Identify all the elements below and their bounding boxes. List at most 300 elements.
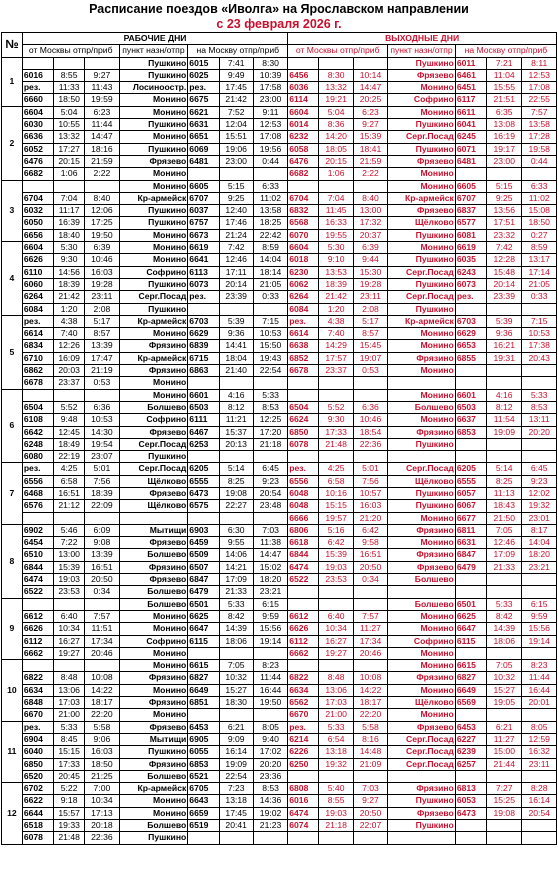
arrive: 20:18 <box>85 820 119 832</box>
depart: 19:03 <box>54 574 85 586</box>
wk-return-train-no: 6637 <box>455 414 486 426</box>
depart: 15:39 <box>54 561 85 573</box>
depart: 7:22 <box>54 537 85 549</box>
wk-arrive: 0:53 <box>353 365 387 377</box>
wk-return-arrive: 8:17 <box>522 524 557 536</box>
return-arrive: 19:56 <box>253 143 287 155</box>
depart: 18:50 <box>54 94 85 106</box>
train-no: рез. <box>22 315 53 327</box>
return-train-no <box>188 709 219 721</box>
return-train-no: 6651 <box>188 131 219 143</box>
wk-depart: 8:36 <box>319 119 353 131</box>
train-no: 6504 <box>22 401 53 413</box>
return-arrive: 0:33 <box>253 291 287 303</box>
wk-train-no <box>288 389 319 401</box>
train-no: 6080 <box>22 451 53 463</box>
depart: 21:48 <box>54 832 85 844</box>
wk-return-depart <box>487 365 522 377</box>
wk-arrive: 5:58 <box>353 721 387 733</box>
arrive: 21:59 <box>85 155 119 167</box>
return-depart: 15:51 <box>219 131 253 143</box>
return-train-no: 6253 <box>188 438 219 450</box>
group-number: 4 <box>2 242 23 316</box>
wk-return-depart: 4:16 <box>487 389 522 401</box>
depart: 16:51 <box>54 487 85 499</box>
wk-arrive: 6:36 <box>353 401 387 413</box>
train-no: 6848 <box>22 697 53 709</box>
arrive: 19:59 <box>85 94 119 106</box>
train-no: 6030 <box>22 119 53 131</box>
return-depart: 8:12 <box>219 401 253 413</box>
wk-return-train-no: 6555 <box>455 475 486 487</box>
destination: Монино <box>119 229 188 241</box>
group-number: 12 <box>2 783 23 844</box>
train-no: 6520 <box>22 770 53 782</box>
group-number: 8 <box>2 524 23 598</box>
wk-train-no: 6522 <box>288 574 319 586</box>
destination: Пушкино <box>119 143 188 155</box>
wk-train-no: 6604 <box>288 106 319 118</box>
group-number: 7 <box>2 463 23 524</box>
depart: 9:18 <box>54 795 85 807</box>
wk-return-arrive <box>522 168 557 180</box>
return-train-no: 6625 <box>188 610 219 622</box>
arrive: 12:06 <box>85 205 119 217</box>
train-no: 6660 <box>22 94 53 106</box>
wk-return-arrive: 9:23 <box>522 475 557 487</box>
wk-return-arrive: 0:33 <box>522 291 557 303</box>
wk-depart: 16:27 <box>319 635 353 647</box>
wk-train-no: 6016 <box>288 795 319 807</box>
wk-destination: Монино <box>388 414 456 426</box>
return-depart: 17:09 <box>219 574 253 586</box>
wk-return-train-no: 6503 <box>455 401 486 413</box>
wk-arrive: 18:17 <box>353 697 387 709</box>
return-depart: 23:39 <box>219 291 253 303</box>
wk-return-train-no: 6647 <box>455 623 486 635</box>
destination: Монино <box>119 131 188 143</box>
arrive: 20:46 <box>85 647 119 659</box>
train-no <box>22 598 53 610</box>
wk-return-depart: 7:05 <box>487 524 522 536</box>
return-arrive: 23:36 <box>253 770 287 782</box>
arrive: 6:39 <box>85 242 119 254</box>
arrive: 5:17 <box>85 315 119 327</box>
wk-depart: 14:20 <box>319 131 353 143</box>
wk-return-train-no: 6461 <box>455 69 486 81</box>
return-depart: 12:46 <box>219 254 253 266</box>
return-arrive: 8:23 <box>253 660 287 672</box>
wk-return-depart <box>487 709 522 721</box>
wk-train-no: 6822 <box>288 672 319 684</box>
header-destination-weekend: пункт назн/отпр <box>388 45 456 57</box>
arrive: 18:39 <box>85 487 119 499</box>
table-row <box>2 377 557 389</box>
wk-depart: 6:40 <box>319 610 353 622</box>
return-depart: 8:25 <box>219 475 253 487</box>
wk-return-depart: 13:08 <box>487 119 522 131</box>
wk-destination: Фрязево <box>388 69 456 81</box>
depart: 5:22 <box>54 783 85 795</box>
return-depart: 14:06 <box>219 549 253 561</box>
arrive: 22:20 <box>85 709 119 721</box>
train-no: 6040 <box>22 746 53 758</box>
wk-return-train-no: 6569 <box>455 697 486 709</box>
wk-destination: Серг.Посад <box>388 733 456 745</box>
wk-return-depart: 20:14 <box>487 278 522 290</box>
wk-return-arrive: 16:44 <box>522 684 557 696</box>
return-depart: 15:37 <box>219 426 253 438</box>
wk-return-train-no: 6011 <box>455 57 486 69</box>
wk-return-train-no: 6053 <box>455 795 486 807</box>
wk-return-depart: 16:19 <box>487 131 522 143</box>
train-no: 6636 <box>22 131 53 143</box>
train-no: 6702 <box>22 783 53 795</box>
train-no: рез. <box>22 82 53 94</box>
wk-return-train-no <box>455 586 486 598</box>
wk-return-arrive: 20:20 <box>522 426 557 438</box>
wk-train-no: 6852 <box>288 352 319 364</box>
train-no: 6052 <box>22 143 53 155</box>
wk-return-depart: 16:21 <box>487 340 522 352</box>
wk-depart: 19:32 <box>319 758 353 770</box>
wk-destination: Серг.Посад <box>388 463 456 475</box>
wk-destination: Монино <box>388 180 456 192</box>
wk-return-arrive: 8:53 <box>522 401 557 413</box>
return-train-no: 6025 <box>188 69 219 81</box>
wk-train-no: 6844 <box>288 549 319 561</box>
wk-return-depart: 9:25 <box>487 192 522 204</box>
train-no: 6108 <box>22 414 53 426</box>
wk-return-depart <box>487 438 522 450</box>
wk-return-train-no: 6847 <box>455 549 486 561</box>
train-no: 6678 <box>22 377 53 389</box>
depart: 19:27 <box>54 647 85 659</box>
wk-return-depart: 7:42 <box>487 242 522 254</box>
return-depart: 21:40 <box>219 365 253 377</box>
return-depart: 10:32 <box>219 672 253 684</box>
return-depart: 19:08 <box>219 487 253 499</box>
destination: Кр-армейск <box>119 783 188 795</box>
wk-return-depart: 5:15 <box>487 180 522 192</box>
wk-return-depart: 6:35 <box>487 106 522 118</box>
return-train-no: 6903 <box>188 524 219 536</box>
group-number: 10 <box>2 660 23 721</box>
destination: Пушкино <box>119 278 188 290</box>
table-row <box>2 512 557 524</box>
return-arrive: 11:44 <box>253 672 287 684</box>
return-train-no: 6647 <box>188 623 219 635</box>
wk-return-train-no <box>455 168 486 180</box>
depart: 18:40 <box>54 229 85 241</box>
wk-return-depart: 23:32 <box>487 229 522 241</box>
wk-train-no: 6112 <box>288 635 319 647</box>
return-arrive: 16:44 <box>253 684 287 696</box>
destination: Монино <box>119 180 188 192</box>
train-no <box>22 512 53 524</box>
destination: Фрязино <box>119 672 188 684</box>
return-depart <box>219 647 253 659</box>
wk-arrive: 22:20 <box>353 709 387 721</box>
wk-destination: Фрязино <box>388 672 456 684</box>
return-depart: 9:25 <box>219 192 253 204</box>
wk-arrive: 18:54 <box>353 426 387 438</box>
wk-train-no <box>288 586 319 598</box>
destination: Пушкино <box>119 746 188 758</box>
depart: 4:38 <box>54 315 85 327</box>
wk-depart: 19:21 <box>319 94 353 106</box>
return-arrive: 18:25 <box>253 217 287 229</box>
table-row <box>2 672 557 684</box>
wk-return-train-no: 6205 <box>455 463 486 475</box>
depart: 5:04 <box>54 106 85 118</box>
depart: 16:39 <box>54 217 85 229</box>
return-arrive <box>253 451 287 463</box>
arrive: 16:51 <box>85 561 119 573</box>
title-line-1: Расписание поездов «Иволга» на Ярославском направлении <box>89 2 469 16</box>
return-arrive: 12:25 <box>253 414 287 426</box>
wk-arrive: 13:00 <box>353 205 387 217</box>
depart: 15:15 <box>54 746 85 758</box>
destination: Серг.Посад <box>119 291 188 303</box>
depart: 5:30 <box>54 242 85 254</box>
wk-return-train-no: 6703 <box>455 315 486 327</box>
wk-return-train-no: 6481 <box>455 155 486 167</box>
wk-return-depart <box>487 574 522 586</box>
destination: Монино <box>119 94 188 106</box>
arrive: 20:50 <box>85 574 119 586</box>
destination: Фрязино <box>119 561 188 573</box>
wk-train-no <box>288 451 319 463</box>
return-train-no: 6601 <box>188 389 219 401</box>
wk-train-no <box>288 180 319 192</box>
return-train-no: рез. <box>188 82 219 94</box>
return-depart: 21:24 <box>219 229 253 241</box>
return-train-no: 6631 <box>188 119 219 131</box>
table-row <box>2 709 557 721</box>
wk-destination: Фрязино <box>388 549 456 561</box>
table-row <box>2 192 557 204</box>
wk-return-arrive: 17:38 <box>522 340 557 352</box>
wk-arrive: 15:39 <box>353 131 387 143</box>
wk-return-train-no <box>455 647 486 659</box>
return-arrive: 8:53 <box>253 783 287 795</box>
return-depart: 18:04 <box>219 352 253 364</box>
destination: Пушкино <box>119 217 188 229</box>
wk-return-arrive: 15:08 <box>522 205 557 217</box>
wk-return-depart: 21:50 <box>487 512 522 524</box>
wk-return-depart <box>487 820 522 832</box>
table-row <box>2 303 557 315</box>
table-row <box>2 242 557 254</box>
wk-return-arrive: 6:15 <box>522 598 557 610</box>
return-arrive: 14:36 <box>253 795 287 807</box>
wk-depart: 10:34 <box>319 623 353 635</box>
wk-destination: Щёлково <box>388 697 456 709</box>
wk-return-arrive: 23:11 <box>522 758 557 770</box>
wk-depart <box>319 832 353 844</box>
depart: 18:49 <box>54 438 85 450</box>
return-arrive: 9:23 <box>253 475 287 487</box>
wk-return-arrive: 12:59 <box>522 733 557 745</box>
arrive <box>85 512 119 524</box>
return-arrive: 5:33 <box>253 389 287 401</box>
wk-destination: Монино <box>388 537 456 549</box>
wk-return-train-no: 6813 <box>455 783 486 795</box>
wk-return-depart: 8:42 <box>487 610 522 622</box>
wk-depart: 19:03 <box>319 561 353 573</box>
arrive: 11:43 <box>85 82 119 94</box>
destination: Мытищи <box>119 524 188 536</box>
arrive: 14:47 <box>85 131 119 143</box>
destination: Монино <box>119 647 188 659</box>
depart: 19:33 <box>54 820 85 832</box>
depart: 5:52 <box>54 401 85 413</box>
wk-depart: 6:54 <box>319 733 353 745</box>
wk-return-train-no: 6257 <box>455 758 486 770</box>
return-arrive: 23:00 <box>253 94 287 106</box>
table-row <box>2 660 557 672</box>
wk-train-no: 6018 <box>288 254 319 266</box>
return-train-no: 6905 <box>188 733 219 745</box>
train-no: 6704 <box>22 192 53 204</box>
wk-train-no: 6634 <box>288 684 319 696</box>
return-train-no: 6839 <box>188 340 219 352</box>
train-no: 6850 <box>22 758 53 770</box>
depart: 4:25 <box>54 463 85 475</box>
arrive: 8:57 <box>85 328 119 340</box>
arrive: 22:36 <box>85 832 119 844</box>
wk-return-arrive <box>522 647 557 659</box>
arrive: 21:25 <box>85 770 119 782</box>
wk-return-train-no <box>455 820 486 832</box>
table-row <box>2 586 557 598</box>
destination: Фрязево <box>119 537 188 549</box>
wk-return-arrive: 23:21 <box>522 561 557 573</box>
group-number: 1 <box>2 57 23 106</box>
wk-train-no: 6666 <box>288 512 319 524</box>
wk-return-depart: 19:09 <box>487 426 522 438</box>
destination: Фрязино <box>119 340 188 352</box>
header-from-moscow: от Москвы отпр/приб <box>22 45 119 57</box>
return-depart: 19:06 <box>219 143 253 155</box>
depart: 6:58 <box>54 475 85 487</box>
wk-destination: Болшево <box>388 574 456 586</box>
table-row <box>2 229 557 241</box>
depart: 18:39 <box>54 278 85 290</box>
return-arrive: 22:54 <box>253 365 287 377</box>
return-depart: 20:13 <box>219 438 253 450</box>
return-depart: 9:09 <box>219 733 253 745</box>
wk-arrive: 9:58 <box>353 537 387 549</box>
train-no: 6834 <box>22 340 53 352</box>
wk-destination: Фрязино <box>388 783 456 795</box>
train-no: 6644 <box>22 807 53 819</box>
train-no: 6844 <box>22 561 53 573</box>
wk-destination: Фрязево <box>388 561 456 573</box>
arrive: 17:47 <box>85 352 119 364</box>
train-no: 6060 <box>22 278 53 290</box>
wk-destination: Монино <box>388 660 456 672</box>
wk-arrive: 7:56 <box>353 475 387 487</box>
return-depart: 14:21 <box>219 561 253 573</box>
destination: Монино <box>119 254 188 266</box>
wk-depart: 5:04 <box>319 106 353 118</box>
wk-train-no: 6562 <box>288 697 319 709</box>
wk-train-no: 6832 <box>288 205 319 217</box>
table-row <box>2 561 557 573</box>
return-train-no: 6615 <box>188 660 219 672</box>
wk-depart: 10:16 <box>319 487 353 499</box>
wk-train-no: 6638 <box>288 340 319 352</box>
depart: 12:45 <box>54 426 85 438</box>
arrive: 14:22 <box>85 684 119 696</box>
arrive: 10:34 <box>85 795 119 807</box>
wk-return-depart: 11:27 <box>487 733 522 745</box>
wk-train-no: 6014 <box>288 119 319 131</box>
return-arrive: 21:18 <box>253 438 287 450</box>
wk-destination: Серг.Посад <box>388 746 456 758</box>
wk-depart <box>319 770 353 782</box>
return-train-no: 6481 <box>188 155 219 167</box>
wk-return-depart: 21:44 <box>487 758 522 770</box>
destination: Фрязево <box>119 155 188 167</box>
wk-depart: 5:30 <box>319 242 353 254</box>
return-train-no: 6863 <box>188 365 219 377</box>
header-to-moscow: на Москву отпр/приб <box>188 45 288 57</box>
wk-return-train-no: 6501 <box>455 598 486 610</box>
wk-return-train-no: 6117 <box>455 94 486 106</box>
wk-destination: Пушкино <box>388 229 456 241</box>
schedule-body <box>2 57 557 844</box>
wk-destination: Серг.Посад <box>388 291 456 303</box>
arrive: 8:40 <box>85 192 119 204</box>
return-depart: 20:41 <box>219 820 253 832</box>
wk-arrive: 17:34 <box>353 635 387 647</box>
wk-return-arrive: 17:28 <box>522 131 557 143</box>
return-depart: 12:40 <box>219 205 253 217</box>
table-row <box>2 500 557 512</box>
table-row <box>2 352 557 364</box>
wk-return-depart: 15:55 <box>487 82 522 94</box>
wk-destination: Монино <box>388 647 456 659</box>
depart: 14:56 <box>54 266 85 278</box>
wk-return-arrive <box>522 820 557 832</box>
wk-return-arrive: 0:27 <box>522 229 557 241</box>
wk-depart: 13:06 <box>319 684 353 696</box>
wk-train-no: 6476 <box>288 155 319 167</box>
wk-train-no: 6670 <box>288 709 319 721</box>
destination: Монино <box>119 106 188 118</box>
table-row <box>2 365 557 377</box>
train-no: 6264 <box>22 291 53 303</box>
wk-destination: Серг.Посад <box>388 266 456 278</box>
destination: Софрино <box>119 266 188 278</box>
wk-return-train-no: 6653 <box>455 340 486 352</box>
return-train-no: 6703 <box>188 315 219 327</box>
return-arrive: 0:44 <box>253 155 287 167</box>
destination: Щёлково <box>119 475 188 487</box>
wk-return-arrive: 6:33 <box>522 180 557 192</box>
wk-train-no: 6230 <box>288 266 319 278</box>
depart: 22:19 <box>54 451 85 463</box>
wk-destination <box>388 770 456 782</box>
wk-destination: Кр-армейск <box>388 315 456 327</box>
table-row <box>2 524 557 536</box>
return-arrive: 17:20 <box>253 426 287 438</box>
wk-destination: Пушкино <box>388 795 456 807</box>
return-arrive: 14:47 <box>253 549 287 561</box>
